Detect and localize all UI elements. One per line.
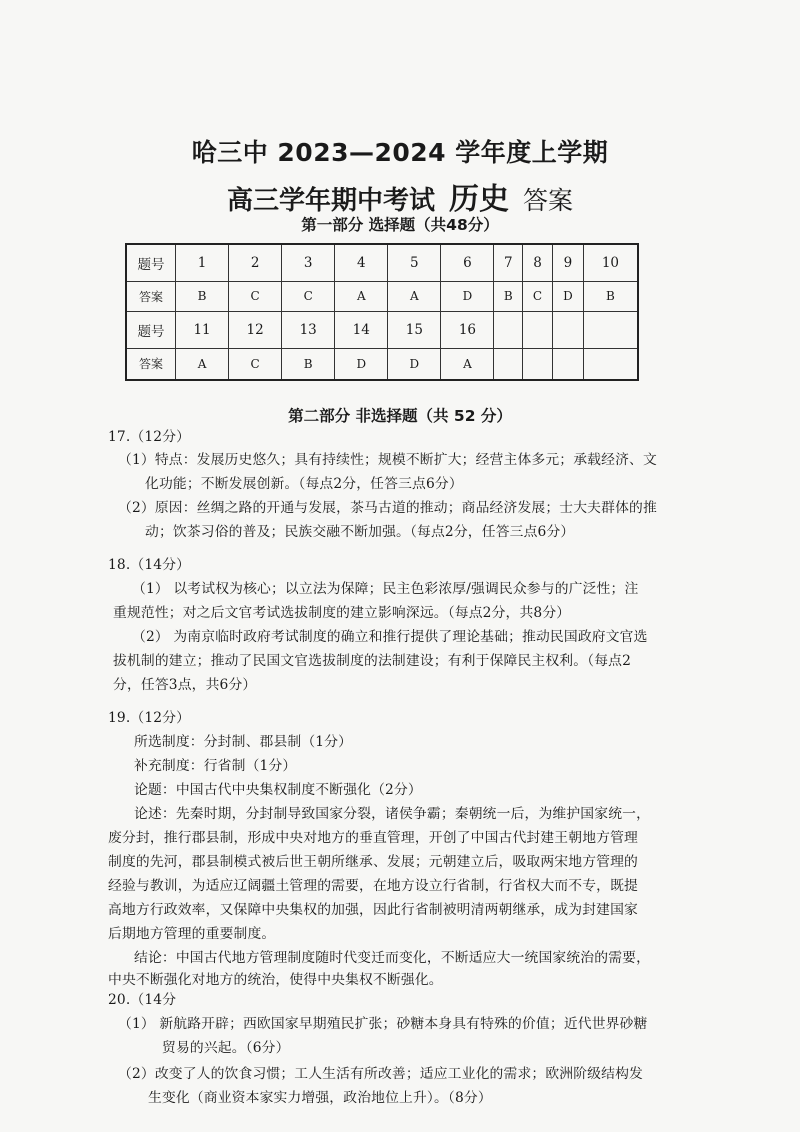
q18-heading: 18.（14分） <box>108 557 191 573</box>
part1-title: 第一部分 选择题（共48分） <box>301 216 499 234</box>
answer-table-cell: 10 <box>583 244 638 281</box>
answer-table-cell: 5 <box>388 244 441 281</box>
answer-table-cell: 6 <box>441 244 494 281</box>
q18-part1-line2: 重规范性；对之后文官考试选拔制度的建立影响深远。（每点2分，共8分） <box>113 605 571 621</box>
q20-part1-line1: （1） 新航路开辟；西欧国家早期殖民扩张；砂糖本身具有特殊的价值；近代世界砂糖 <box>118 1016 648 1032</box>
q19-conclusion-line2: 中央不断强化对地方的统治，使得中央集权不断强化。 <box>108 972 443 988</box>
q18-part2-line1: （2） 为南京临时政府考试制度的确立和推行提供了理论基础；推动民国政府文官选 <box>132 629 648 645</box>
answer-table-cell: B <box>583 281 638 312</box>
q19-supplement: 补充制度：行省制（1分） <box>134 758 297 774</box>
q19-selected: 所选制度：分封制、郡县制（1分） <box>134 734 353 750</box>
answer-table-row <box>126 348 638 380</box>
answer-table-cell: A <box>335 281 388 312</box>
q18-part2-line3: 分，任答3点，共6分） <box>113 677 257 693</box>
q19-argument-line3: 制度的先河，郡县制模式被后世王朝所继承、发展；元朝建立后，吸取两宋地方管理的 <box>108 854 638 870</box>
answer-table-cell: 14 <box>335 312 388 348</box>
q20-part2-line1: （2）改变了人的饮食习惯；工人生活有所改善；适应工业化的需求；欧洲阶级结构发 <box>118 1066 643 1082</box>
q19-argument-line2: 废分封，推行郡县制，形成中央对地方的垂直管理，开创了中国古代封建王朝地方管理 <box>108 830 638 846</box>
answer-table-cell: 11 <box>176 312 229 348</box>
answer-table-row-label: 题号 <box>126 244 176 281</box>
answer-table-cell: 3 <box>282 244 335 281</box>
answer-table-cell: C <box>229 281 282 312</box>
q17-part1-line1: （1）特点：发展历史悠久；具有持续性；规模不断扩大；经营主体多元；承载经济、文 <box>118 452 657 468</box>
answer-table-cell <box>523 348 553 380</box>
q19-conclusion-line1: 结论：中国古代地方管理制度随时代变迁而变化，不断适应大一统国家统治的需要， <box>134 950 651 966</box>
answer-table-cell: B <box>282 348 335 380</box>
answer-table-cell: 15 <box>388 312 441 348</box>
q17-part2-line1: （2）原因：丝绸之路的开通与发展，茶马古道的推动；商品经济发展；士大夫群体的推 <box>118 500 657 516</box>
answer-table-cell <box>523 312 553 348</box>
answer-table-row <box>126 312 638 348</box>
exam-subject: 历史 <box>449 182 509 217</box>
answer-table-cell: D <box>441 281 494 312</box>
answer-table-cell: 1 <box>176 244 229 281</box>
answer-table-cell: 2 <box>229 244 282 281</box>
q19-heading: 19.（12分） <box>108 710 191 726</box>
q19-argument-line6: 后期地方管理的重要制度。 <box>108 926 276 942</box>
exam-title-prefix: 高三学年期中考试 <box>226 186 435 216</box>
answer-table-cell <box>494 348 523 380</box>
q17-part2-line2: 动；饮茶习俗的普及；民族交融不断加强。（每点2分，任答三点6分） <box>145 524 575 540</box>
q20-part1-line2: 贸易的兴起。（6分） <box>162 1040 290 1056</box>
answer-table-cell <box>583 348 638 380</box>
answer-table-cell <box>583 312 638 348</box>
part2-title: 第二部分 非选择题（共 52 分） <box>288 407 512 425</box>
q20-heading: 20.（14分 <box>108 992 177 1008</box>
answer-table-cell: 12 <box>229 312 282 348</box>
answer-table-cell: C <box>523 281 553 312</box>
answer-table <box>125 243 639 381</box>
answer-table-row-label: 答案 <box>126 348 176 380</box>
q19-argument-line5: 高地方行政效率，又保障中央集权的加强，因此行省制被明清两朝继承，成为封建国家 <box>108 902 638 918</box>
answer-table-cell: C <box>229 348 282 380</box>
answer-table-row-label: 题号 <box>126 312 176 348</box>
answer-table-cell: 8 <box>523 244 553 281</box>
answer-table-cell: 9 <box>552 244 583 281</box>
answer-table-cell: B <box>494 281 523 312</box>
exam-title-line2 <box>0 174 800 218</box>
exam-title-suffix: 答案 <box>523 186 574 215</box>
answer-table-row <box>126 281 638 312</box>
q17-heading: 17.（12分） <box>108 429 191 445</box>
q18-part1-line1: （1） 以考试权为核心；以立法为保障；民主色彩浓厚/强调民众参与的广泛性；注 <box>132 581 639 597</box>
answer-table-cell: D <box>552 281 583 312</box>
q19-topic: 论题：中国古代中央集权制度不断强化（2分） <box>134 782 422 798</box>
exam-title-line1: 哈三中 2023—2024 学年度上学期 <box>191 138 609 167</box>
answer-table-cell: 16 <box>441 312 494 348</box>
answer-table-cell: 4 <box>335 244 388 281</box>
q17-part1-line2: 化功能；不断发展创新。（每点2分，任答三点6分） <box>145 476 463 492</box>
answer-table-row <box>126 244 638 281</box>
answer-table-cell <box>552 312 583 348</box>
answer-table-cell: C <box>282 281 335 312</box>
answer-table-cell: 13 <box>282 312 335 348</box>
q19-argument-line4: 经验与教训，为适应辽阔疆土管理的需要，在地方设立行省制，行省权大而不专，既提 <box>108 878 638 894</box>
answer-table-cell <box>552 348 583 380</box>
answer-table-cell: D <box>335 348 388 380</box>
answer-table-row-label: 答案 <box>126 281 176 312</box>
q18-part2-line2: 拔机制的建立；推动了民国文官选拔制度的法制建设；有利于保障民主权利。（每点2 <box>113 653 632 669</box>
answer-table-cell: A <box>176 348 229 380</box>
answer-table-cell: A <box>388 281 441 312</box>
answer-table-cell: B <box>176 281 229 312</box>
answer-table-cell: 7 <box>494 244 523 281</box>
answer-table-cell: D <box>388 348 441 380</box>
answer-table-cell: A <box>441 348 494 380</box>
q20-part2-line2: 生变化（商业资本家实力增强，政治地位上升）。（8分） <box>148 1090 492 1106</box>
answer-table-cell <box>494 312 523 348</box>
q19-argument-line1: 论述：先秦时期，分封制导致国家分裂，诸侯争霸；秦朝统一后，为维护国家统一， <box>134 806 651 822</box>
